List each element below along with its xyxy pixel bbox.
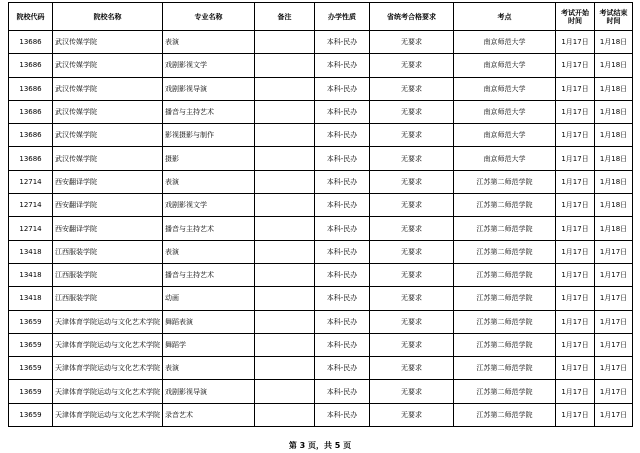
col-header-code: 院校代码: [9, 3, 53, 31]
cell-major: 表演: [163, 357, 255, 380]
cell-code: 12714: [9, 217, 53, 240]
cell-requirement: 无要求: [370, 333, 454, 356]
cell-nature: 本科-民办: [315, 403, 370, 426]
cell-end-time: 1月18日: [595, 100, 633, 123]
cell-code: 13686: [9, 100, 53, 123]
cell-requirement: 无要求: [370, 54, 454, 77]
cell-school: 天津体育学院运动与文化艺术学院: [53, 403, 163, 426]
cell-start-time: 1月17日: [556, 380, 595, 403]
cell-note: [255, 263, 315, 286]
cell-nature: 本科-民办: [315, 54, 370, 77]
cell-nature: 本科-民办: [315, 147, 370, 170]
cell-start-time: 1月17日: [556, 77, 595, 100]
cell-major: 戏剧影视文学: [163, 194, 255, 217]
cell-end-time: 1月18日: [595, 77, 633, 100]
cell-code: 13686: [9, 54, 53, 77]
cell-start-time: 1月17日: [556, 100, 595, 123]
cell-major: 舞蹈学: [163, 333, 255, 356]
cell-note: [255, 380, 315, 403]
table-row: [9, 403, 633, 426]
cell-requirement: 无要求: [370, 310, 454, 333]
cell-note: [255, 357, 315, 380]
cell-major: 戏剧影视导演: [163, 380, 255, 403]
table-row: [9, 263, 633, 286]
table-row: [9, 77, 633, 100]
table-row: [9, 333, 633, 356]
cell-end-time: 1月18日: [595, 194, 633, 217]
cell-end-time: 1月18日: [595, 31, 633, 54]
cell-site: 江苏第二师范学院: [454, 240, 556, 263]
col-header-major: 专业名称: [163, 3, 255, 31]
cell-requirement: 无要求: [370, 217, 454, 240]
cell-code: 13686: [9, 31, 53, 54]
cell-nature: 本科-民办: [315, 170, 370, 193]
cell-school: 天津体育学院运动与文化艺术学院: [53, 357, 163, 380]
cell-nature: 本科-民办: [315, 100, 370, 123]
cell-site: 南京师范大学: [454, 147, 556, 170]
admission-table: [8, 2, 633, 427]
cell-school: 武汉传媒学院: [53, 31, 163, 54]
cell-site: 江苏第二师范学院: [454, 333, 556, 356]
cell-nature: 本科-民办: [315, 333, 370, 356]
cell-major: 戏剧影视文学: [163, 54, 255, 77]
cell-site: 江苏第二师范学院: [454, 287, 556, 310]
cell-nature: 本科-民办: [315, 31, 370, 54]
cell-end-time: 1月17日: [595, 357, 633, 380]
cell-nature: 本科-民办: [315, 217, 370, 240]
cell-note: [255, 403, 315, 426]
cell-code: 13418: [9, 263, 53, 286]
cell-requirement: 无要求: [370, 357, 454, 380]
cell-major: 摄影: [163, 147, 255, 170]
cell-school: 天津体育学院运动与文化艺术学院: [53, 380, 163, 403]
cell-requirement: 无要求: [370, 77, 454, 100]
cell-note: [255, 217, 315, 240]
cell-requirement: 无要求: [370, 380, 454, 403]
cell-code: 12714: [9, 194, 53, 217]
cell-code: 13659: [9, 380, 53, 403]
cell-requirement: 无要求: [370, 263, 454, 286]
col-header-requirement: 省统考合格要求: [370, 3, 454, 31]
cell-start-time: 1月17日: [556, 263, 595, 286]
cell-site: 南京师范大学: [454, 31, 556, 54]
cell-nature: 本科-民办: [315, 124, 370, 147]
table-row: [9, 310, 633, 333]
cell-end-time: 1月17日: [595, 333, 633, 356]
cell-nature: 本科-民办: [315, 263, 370, 286]
cell-site: 江苏第二师范学院: [454, 380, 556, 403]
cell-major: 表演: [163, 31, 255, 54]
col-header-note: 备注: [255, 3, 315, 31]
cell-note: [255, 54, 315, 77]
cell-nature: 本科-民办: [315, 310, 370, 333]
cell-note: [255, 77, 315, 100]
cell-school: 江西服装学院: [53, 240, 163, 263]
table-body: [9, 31, 633, 427]
cell-site: 江苏第二师范学院: [454, 170, 556, 193]
cell-site: 南京师范大学: [454, 100, 556, 123]
table-row: [9, 217, 633, 240]
cell-school: 西安翻译学院: [53, 170, 163, 193]
cell-note: [255, 310, 315, 333]
cell-code: 13659: [9, 310, 53, 333]
cell-requirement: 无要求: [370, 403, 454, 426]
cell-site: 江苏第二师范学院: [454, 217, 556, 240]
cell-major: 播音与主持艺术: [163, 263, 255, 286]
cell-school: 武汉传媒学院: [53, 147, 163, 170]
table-row: [9, 100, 633, 123]
cell-end-time: 1月17日: [595, 403, 633, 426]
cell-major: 舞蹈表演: [163, 310, 255, 333]
cell-major: 表演: [163, 170, 255, 193]
cell-major: 影视摄影与制作: [163, 124, 255, 147]
cell-code: 13659: [9, 357, 53, 380]
cell-start-time: 1月17日: [556, 124, 595, 147]
cell-code: 13686: [9, 77, 53, 100]
cell-code: 13418: [9, 240, 53, 263]
cell-nature: 本科-民办: [315, 77, 370, 100]
cell-end-time: 1月18日: [595, 147, 633, 170]
cell-nature: 本科-民办: [315, 380, 370, 403]
cell-note: [255, 147, 315, 170]
table-row: [9, 170, 633, 193]
table-row: [9, 54, 633, 77]
cell-school: 武汉传媒学院: [53, 54, 163, 77]
cell-requirement: 无要求: [370, 194, 454, 217]
cell-major: 戏剧影视导演: [163, 77, 255, 100]
cell-site: 南京师范大学: [454, 124, 556, 147]
cell-start-time: 1月17日: [556, 287, 595, 310]
table-row: [9, 147, 633, 170]
cell-major: 播音与主持艺术: [163, 217, 255, 240]
cell-note: [255, 124, 315, 147]
cell-site: 江苏第二师范学院: [454, 310, 556, 333]
cell-school: 西安翻译学院: [53, 194, 163, 217]
cell-school: 天津体育学院运动与文化艺术学院: [53, 333, 163, 356]
cell-requirement: 无要求: [370, 287, 454, 310]
cell-start-time: 1月17日: [556, 217, 595, 240]
cell-site: 江苏第二师范学院: [454, 263, 556, 286]
cell-school: 西安翻译学院: [53, 217, 163, 240]
cell-code: 13418: [9, 287, 53, 310]
table-row: [9, 240, 633, 263]
cell-note: [255, 100, 315, 123]
cell-end-time: 1月18日: [595, 170, 633, 193]
cell-note: [255, 31, 315, 54]
col-header-school: 院校名称: [53, 3, 163, 31]
cell-site: 江苏第二师范学院: [454, 194, 556, 217]
cell-start-time: 1月17日: [556, 170, 595, 193]
cell-school: 武汉传媒学院: [53, 124, 163, 147]
cell-site: 南京师范大学: [454, 54, 556, 77]
cell-end-time: 1月18日: [595, 54, 633, 77]
table-row: [9, 31, 633, 54]
cell-start-time: 1月17日: [556, 357, 595, 380]
table-row: [9, 124, 633, 147]
cell-school: 江西服装学院: [53, 287, 163, 310]
cell-school: 武汉传媒学院: [53, 100, 163, 123]
cell-start-time: 1月17日: [556, 31, 595, 54]
cell-start-time: 1月17日: [556, 240, 595, 263]
table-row: [9, 194, 633, 217]
cell-start-time: 1月17日: [556, 147, 595, 170]
cell-requirement: 无要求: [370, 170, 454, 193]
cell-major: 录音艺术: [163, 403, 255, 426]
page-footer: 第 3 页，共 5 页: [288, 441, 352, 450]
cell-start-time: 1月17日: [556, 333, 595, 356]
cell-site: 江苏第二师范学院: [454, 403, 556, 426]
cell-start-time: 1月17日: [556, 310, 595, 333]
cell-start-time: 1月17日: [556, 54, 595, 77]
cell-note: [255, 170, 315, 193]
cell-site: 南京师范大学: [454, 77, 556, 100]
cell-major: 动画: [163, 287, 255, 310]
cell-code: 13659: [9, 403, 53, 426]
cell-start-time: 1月17日: [556, 403, 595, 426]
table-row: [9, 380, 633, 403]
cell-note: [255, 240, 315, 263]
cell-note: [255, 333, 315, 356]
cell-requirement: 无要求: [370, 240, 454, 263]
cell-school: 天津体育学院运动与文化艺术学院: [53, 310, 163, 333]
col-header-start-time: 考试开始时间: [556, 3, 595, 31]
cell-end-time: 1月17日: [595, 287, 633, 310]
cell-note: [255, 287, 315, 310]
col-header-nature: 办学性质: [315, 3, 370, 31]
cell-major: 播音与主持艺术: [163, 100, 255, 123]
cell-nature: 本科-民办: [315, 357, 370, 380]
table-row: [9, 357, 633, 380]
cell-requirement: 无要求: [370, 124, 454, 147]
cell-school: 武汉传媒学院: [53, 77, 163, 100]
table-row: [9, 287, 633, 310]
cell-code: 13686: [9, 124, 53, 147]
cell-end-time: 1月18日: [595, 217, 633, 240]
cell-nature: 本科-民办: [315, 240, 370, 263]
cell-end-time: 1月17日: [595, 240, 633, 263]
cell-requirement: 无要求: [370, 147, 454, 170]
cell-requirement: 无要求: [370, 31, 454, 54]
cell-site: 江苏第二师范学院: [454, 357, 556, 380]
col-header-site: 考点: [454, 3, 556, 31]
cell-end-time: 1月17日: [595, 380, 633, 403]
cell-end-time: 1月18日: [595, 124, 633, 147]
cell-requirement: 无要求: [370, 100, 454, 123]
cell-nature: 本科-民办: [315, 287, 370, 310]
cell-start-time: 1月17日: [556, 194, 595, 217]
cell-code: 13659: [9, 333, 53, 356]
cell-code: 13686: [9, 147, 53, 170]
cell-nature: 本科-民办: [315, 194, 370, 217]
col-header-end-time: 考试结束时间: [595, 3, 633, 31]
cell-end-time: 1月17日: [595, 263, 633, 286]
cell-code: 12714: [9, 170, 53, 193]
cell-school: 江西服装学院: [53, 263, 163, 286]
cell-major: 表演: [163, 240, 255, 263]
table-header-row: [9, 3, 633, 31]
cell-end-time: 1月17日: [595, 310, 633, 333]
cell-note: [255, 194, 315, 217]
